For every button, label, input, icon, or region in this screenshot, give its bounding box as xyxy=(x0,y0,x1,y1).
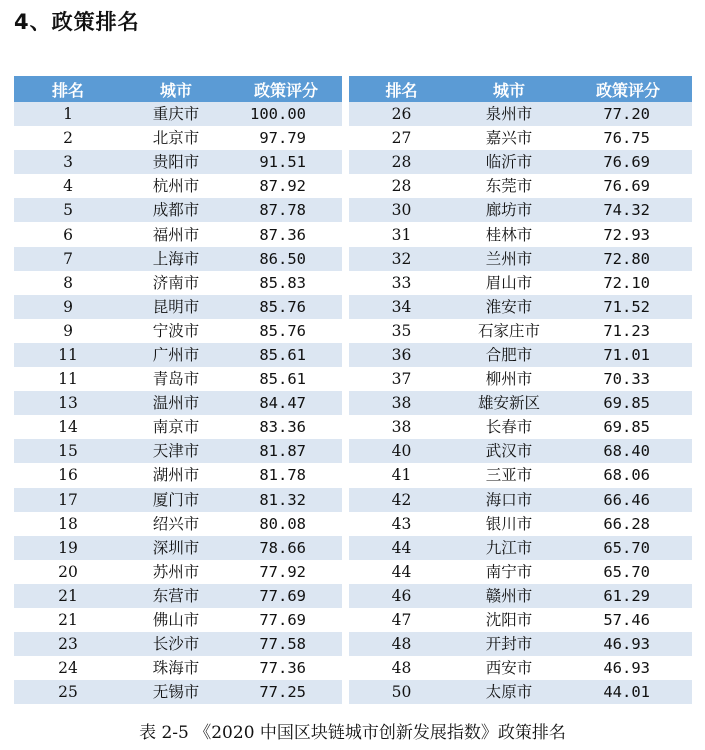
city-cell: 雄安新区 xyxy=(454,391,564,415)
rank-cell: 32 xyxy=(349,247,454,271)
rank-cell: 28 xyxy=(349,174,454,198)
table-row xyxy=(14,512,342,536)
city-cell: 绍兴市 xyxy=(122,512,230,536)
city-cell: 天津市 xyxy=(122,439,230,463)
score-cell: 44.01 xyxy=(564,680,692,704)
city-cell: 兰州市 xyxy=(454,247,564,271)
table-row xyxy=(14,102,342,126)
score-cell: 85.61 xyxy=(230,367,342,391)
rank-cell: 50 xyxy=(349,680,454,704)
table-row xyxy=(14,439,342,463)
table-row xyxy=(349,295,692,319)
table-row xyxy=(14,367,342,391)
city-cell: 临沂市 xyxy=(454,150,564,174)
rank-cell: 11 xyxy=(14,343,122,367)
score-cell: 84.47 xyxy=(230,391,342,415)
table-row xyxy=(349,150,692,174)
rank-cell: 35 xyxy=(349,319,454,343)
city-cell: 眉山市 xyxy=(454,271,564,295)
table-row xyxy=(14,488,342,512)
column-header-city: 城市 xyxy=(454,76,564,102)
table-header-row xyxy=(14,76,342,102)
score-cell: 68.06 xyxy=(564,463,692,487)
score-cell: 74.32 xyxy=(564,198,692,222)
table-row xyxy=(14,319,342,343)
table-row xyxy=(14,560,342,584)
table-row xyxy=(349,608,692,632)
rank-cell: 15 xyxy=(14,439,122,463)
rank-cell: 38 xyxy=(349,391,454,415)
table-row xyxy=(14,391,342,415)
city-cell: 太原市 xyxy=(454,680,564,704)
city-cell: 厦门市 xyxy=(122,488,230,512)
table-row xyxy=(14,536,342,560)
city-cell: 杭州市 xyxy=(122,174,230,198)
score-cell: 71.01 xyxy=(564,343,692,367)
rank-cell: 38 xyxy=(349,415,454,439)
table-row xyxy=(349,174,692,198)
city-cell: 贵阳市 xyxy=(122,150,230,174)
city-cell: 北京市 xyxy=(122,126,230,150)
score-cell: 57.46 xyxy=(564,608,692,632)
city-cell: 东莞市 xyxy=(454,174,564,198)
city-cell: 嘉兴市 xyxy=(454,126,564,150)
rank-cell: 31 xyxy=(349,222,454,246)
city-cell: 赣州市 xyxy=(454,584,564,608)
score-cell: 85.61 xyxy=(230,343,342,367)
table-row xyxy=(14,608,342,632)
table-row xyxy=(349,319,692,343)
score-cell: 65.70 xyxy=(564,536,692,560)
score-cell: 77.69 xyxy=(230,584,342,608)
rank-cell: 1 xyxy=(14,102,122,126)
city-cell: 无锡市 xyxy=(122,680,230,704)
table-row xyxy=(349,247,692,271)
rank-cell: 27 xyxy=(349,126,454,150)
city-cell: 西安市 xyxy=(454,656,564,680)
city-cell: 东营市 xyxy=(122,584,230,608)
rank-cell: 18 xyxy=(14,512,122,536)
city-cell: 济南市 xyxy=(122,271,230,295)
rank-cell: 4 xyxy=(14,174,122,198)
score-cell: 78.66 xyxy=(230,536,342,560)
rank-cell: 8 xyxy=(14,271,122,295)
score-cell: 85.76 xyxy=(230,319,342,343)
table-row xyxy=(349,367,692,391)
table-row xyxy=(349,512,692,536)
table-row xyxy=(349,463,692,487)
rank-cell: 48 xyxy=(349,632,454,656)
table-row xyxy=(349,680,692,704)
table-row xyxy=(349,391,692,415)
table-row xyxy=(349,198,692,222)
table-row xyxy=(14,343,342,367)
table-row xyxy=(14,126,342,150)
rank-cell: 40 xyxy=(349,439,454,463)
score-cell: 72.10 xyxy=(564,271,692,295)
city-cell: 合肥市 xyxy=(454,343,564,367)
score-cell: 100.00 xyxy=(230,102,342,126)
score-cell: 97.79 xyxy=(230,126,342,150)
score-cell: 46.93 xyxy=(564,632,692,656)
rank-cell: 44 xyxy=(349,560,454,584)
city-cell: 青岛市 xyxy=(122,367,230,391)
city-cell: 淮安市 xyxy=(454,295,564,319)
score-cell: 61.29 xyxy=(564,584,692,608)
rank-cell: 46 xyxy=(349,584,454,608)
city-cell: 柳州市 xyxy=(454,367,564,391)
score-cell: 91.51 xyxy=(230,150,342,174)
score-cell: 46.93 xyxy=(564,656,692,680)
table-row xyxy=(349,656,692,680)
table-row xyxy=(349,271,692,295)
score-cell: 87.92 xyxy=(230,174,342,198)
city-cell: 成都市 xyxy=(122,198,230,222)
score-cell: 83.36 xyxy=(230,415,342,439)
table-row xyxy=(349,343,692,367)
rank-cell: 21 xyxy=(14,608,122,632)
city-cell: 银川市 xyxy=(454,512,564,536)
score-cell: 66.46 xyxy=(564,488,692,512)
city-cell: 南宁市 xyxy=(454,560,564,584)
rank-cell: 23 xyxy=(14,632,122,656)
rank-cell: 21 xyxy=(14,584,122,608)
rank-cell: 24 xyxy=(14,656,122,680)
city-cell: 宁波市 xyxy=(122,319,230,343)
score-cell: 77.92 xyxy=(230,560,342,584)
score-cell: 77.69 xyxy=(230,608,342,632)
score-cell: 86.50 xyxy=(230,247,342,271)
rank-cell: 48 xyxy=(349,656,454,680)
city-cell: 昆明市 xyxy=(122,295,230,319)
score-cell: 85.83 xyxy=(230,271,342,295)
table-row xyxy=(349,415,692,439)
rank-cell: 7 xyxy=(14,247,122,271)
rank-cell: 25 xyxy=(14,680,122,704)
column-header-score: 政策评分 xyxy=(564,76,692,102)
city-cell: 廊坊市 xyxy=(454,198,564,222)
table-row xyxy=(14,150,342,174)
rank-cell: 43 xyxy=(349,512,454,536)
score-cell: 70.33 xyxy=(564,367,692,391)
city-cell: 沈阳市 xyxy=(454,608,564,632)
city-cell: 深圳市 xyxy=(122,536,230,560)
city-cell: 温州市 xyxy=(122,391,230,415)
rank-cell: 3 xyxy=(14,150,122,174)
table-row xyxy=(349,126,692,150)
city-cell: 长春市 xyxy=(454,415,564,439)
city-cell: 广州市 xyxy=(122,343,230,367)
rank-cell: 34 xyxy=(349,295,454,319)
city-cell: 海口市 xyxy=(454,488,564,512)
city-cell: 南京市 xyxy=(122,415,230,439)
rank-cell: 16 xyxy=(14,463,122,487)
score-cell: 81.78 xyxy=(230,463,342,487)
table-row xyxy=(14,198,342,222)
score-cell: 66.28 xyxy=(564,512,692,536)
rank-cell: 37 xyxy=(349,367,454,391)
table-row xyxy=(14,632,342,656)
city-cell: 苏州市 xyxy=(122,560,230,584)
table-row xyxy=(349,632,692,656)
table-row xyxy=(349,560,692,584)
score-cell: 76.69 xyxy=(564,174,692,198)
score-cell: 77.20 xyxy=(564,102,692,126)
table-row xyxy=(14,656,342,680)
column-header-rank: 排名 xyxy=(14,76,122,102)
rank-cell: 9 xyxy=(14,319,122,343)
score-cell: 87.36 xyxy=(230,222,342,246)
table-row xyxy=(349,584,692,608)
city-cell: 武汉市 xyxy=(454,439,564,463)
table-row xyxy=(349,222,692,246)
rank-cell: 26 xyxy=(349,102,454,126)
score-cell: 68.40 xyxy=(564,439,692,463)
rank-cell: 30 xyxy=(349,198,454,222)
city-cell: 佛山市 xyxy=(122,608,230,632)
city-cell: 珠海市 xyxy=(122,656,230,680)
city-cell: 长沙市 xyxy=(122,632,230,656)
table-row xyxy=(349,536,692,560)
score-cell: 87.78 xyxy=(230,198,342,222)
rank-cell: 41 xyxy=(349,463,454,487)
table-header-row xyxy=(349,76,692,102)
table-row xyxy=(14,271,342,295)
rank-cell: 20 xyxy=(14,560,122,584)
rank-cell: 42 xyxy=(349,488,454,512)
column-header-city: 城市 xyxy=(122,76,230,102)
score-cell: 85.76 xyxy=(230,295,342,319)
table-row xyxy=(349,439,692,463)
score-cell: 81.32 xyxy=(230,488,342,512)
column-header-rank: 排名 xyxy=(349,76,454,102)
city-cell: 九江市 xyxy=(454,536,564,560)
rank-cell: 6 xyxy=(14,222,122,246)
table-row xyxy=(349,102,692,126)
score-cell: 65.70 xyxy=(564,560,692,584)
city-cell: 泉州市 xyxy=(454,102,564,126)
city-cell: 湖州市 xyxy=(122,463,230,487)
score-cell: 69.85 xyxy=(564,415,692,439)
section-title: 4、政策排名 xyxy=(14,10,140,34)
table-row xyxy=(349,488,692,512)
rank-cell: 2 xyxy=(14,126,122,150)
table-row xyxy=(14,584,342,608)
rank-cell: 44 xyxy=(349,536,454,560)
score-cell: 76.75 xyxy=(564,126,692,150)
rank-cell: 14 xyxy=(14,415,122,439)
table-row xyxy=(14,295,342,319)
city-cell: 上海市 xyxy=(122,247,230,271)
city-cell: 重庆市 xyxy=(122,102,230,126)
table-row xyxy=(14,222,342,246)
table-row xyxy=(14,174,342,198)
score-cell: 71.52 xyxy=(564,295,692,319)
table-row xyxy=(14,463,342,487)
score-cell: 77.58 xyxy=(230,632,342,656)
score-cell: 80.08 xyxy=(230,512,342,536)
rank-cell: 33 xyxy=(349,271,454,295)
score-cell: 72.80 xyxy=(564,247,692,271)
rank-cell: 5 xyxy=(14,198,122,222)
score-cell: 69.85 xyxy=(564,391,692,415)
score-cell: 76.69 xyxy=(564,150,692,174)
rank-cell: 17 xyxy=(14,488,122,512)
city-cell: 三亚市 xyxy=(454,463,564,487)
ranking-table-left xyxy=(14,76,342,704)
rank-cell: 13 xyxy=(14,391,122,415)
score-cell: 77.36 xyxy=(230,656,342,680)
rank-cell: 11 xyxy=(14,367,122,391)
score-cell: 81.87 xyxy=(230,439,342,463)
table-row xyxy=(14,247,342,271)
table-caption: 表 2-5 《2020 中国区块链城市创新发展指数》政策排名 xyxy=(139,723,566,743)
table-row xyxy=(14,680,342,704)
rank-cell: 9 xyxy=(14,295,122,319)
ranking-table-right xyxy=(349,76,692,704)
score-cell: 72.93 xyxy=(564,222,692,246)
column-header-score: 政策评分 xyxy=(230,76,342,102)
rank-cell: 19 xyxy=(14,536,122,560)
table-row xyxy=(14,415,342,439)
rank-cell: 28 xyxy=(349,150,454,174)
city-cell: 桂林市 xyxy=(454,222,564,246)
rank-cell: 47 xyxy=(349,608,454,632)
city-cell: 开封市 xyxy=(454,632,564,656)
rank-cell: 36 xyxy=(349,343,454,367)
city-cell: 石家庄市 xyxy=(454,319,564,343)
score-cell: 77.25 xyxy=(230,680,342,704)
score-cell: 71.23 xyxy=(564,319,692,343)
city-cell: 福州市 xyxy=(122,222,230,246)
